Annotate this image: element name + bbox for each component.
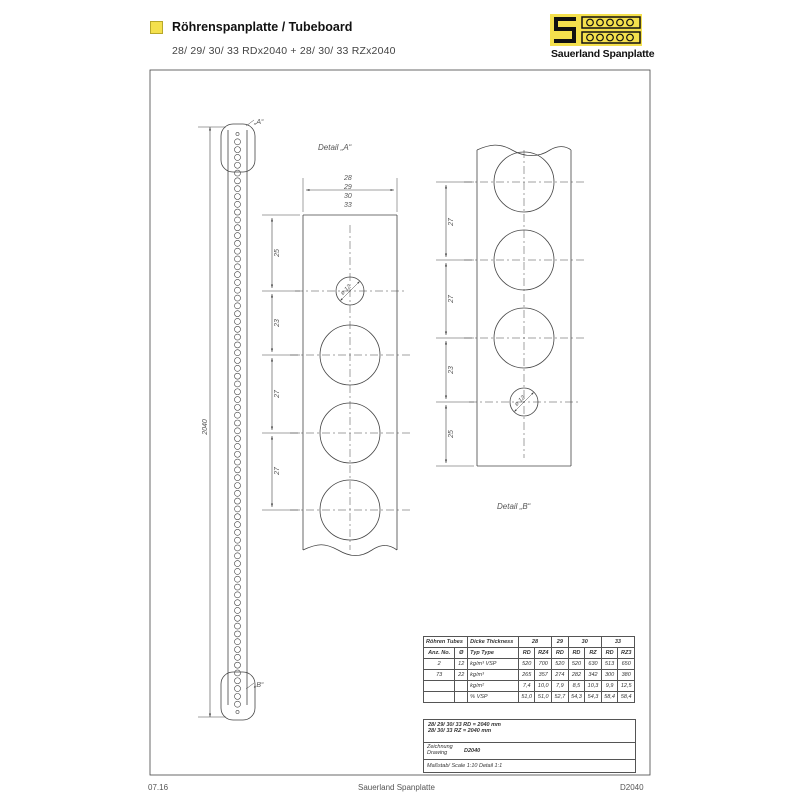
spec-value: 520 [552, 659, 569, 670]
spec-notes [423, 719, 636, 742]
spec-anz [424, 681, 455, 692]
spec-value: 54,3 [568, 692, 585, 703]
tube-hole [235, 670, 241, 676]
tube-hole [235, 693, 241, 699]
spec-row [424, 670, 635, 681]
spec-row [424, 681, 635, 692]
tube-hole [235, 334, 241, 340]
detail-b-title: Detail „B“ [497, 502, 531, 511]
spec-value: 630 [585, 659, 602, 670]
tube-hole [235, 553, 241, 559]
dim-b-27b: 27 [448, 295, 455, 303]
tube-hole [235, 701, 241, 707]
tube-hole [235, 498, 241, 504]
spec-value: 10,0 [535, 681, 552, 692]
spec-anz: 73 [424, 670, 455, 681]
spec-value: 357 [535, 670, 552, 681]
footer-date: 07.16 [148, 783, 169, 792]
spec-value: 7,4 [518, 681, 535, 692]
spec-dia: 22 [455, 670, 468, 681]
spec-value: 51,0 [518, 692, 535, 703]
tube-hole [235, 389, 241, 395]
tube-hole [235, 607, 241, 613]
thickness-30: 30 [344, 193, 352, 200]
type-cell: RD [552, 648, 569, 659]
spec-value: 10,3 [585, 681, 602, 692]
note-rd: 28/ 29/ 30/ 33 RD = 2040 mm [428, 722, 501, 728]
tube-hole [235, 342, 241, 348]
spec-dia [455, 681, 468, 692]
spec-value: 54,3 [585, 692, 602, 703]
dim-b-25: 25 [448, 430, 455, 438]
dim-a-27b: 27 [274, 467, 281, 475]
tube-hole [235, 420, 241, 426]
tube-hole [235, 459, 241, 465]
tube-hole [235, 443, 241, 449]
tube-hole [235, 217, 241, 223]
tube-hole [235, 350, 241, 356]
tube-hole [235, 584, 241, 590]
spec-value: 520 [568, 659, 585, 670]
tube-hole [235, 272, 241, 278]
tube-hole [235, 264, 241, 270]
scale-box [423, 759, 636, 773]
dim-b-23: 23 [448, 366, 455, 374]
tube-hole [235, 545, 241, 551]
tube-hole [235, 568, 241, 574]
spec-value: 9,9 [601, 681, 618, 692]
length-label: 2040 [202, 419, 209, 435]
tube-hole [235, 662, 241, 668]
detail-a-drawing [262, 178, 410, 556]
tube-hole [235, 561, 241, 567]
spec-unit: kg/m² [468, 681, 519, 692]
tube-hole [235, 295, 241, 301]
thickness-33: 33 [344, 202, 352, 209]
tube-hole [235, 654, 241, 660]
tube-hole [235, 303, 241, 309]
tube-hole [235, 490, 241, 496]
tube-hole [235, 186, 241, 192]
tube-hole [235, 193, 241, 199]
th-thickness: Dicke Thickness [468, 637, 519, 648]
tube-hole [235, 412, 241, 418]
tube-hole [235, 678, 241, 684]
tube-hole [235, 397, 241, 403]
dim-a-25: 25 [274, 249, 281, 257]
spec-value: 282 [568, 670, 585, 681]
spec-anz [424, 692, 455, 703]
page-title: Röhrenspanplatte / Tubeboard [172, 20, 353, 34]
spec-anz: 2 [424, 659, 455, 670]
tube-hole [235, 428, 241, 434]
tube-hole [235, 287, 241, 293]
type-cell: RD [568, 648, 585, 659]
tube-hole [235, 451, 241, 457]
spec-value: 520 [518, 659, 535, 670]
tube-hole [235, 147, 241, 153]
spec-dia [455, 692, 468, 703]
tube-hole [235, 631, 241, 637]
footer-code: D2040 [620, 783, 644, 792]
th-thk-28: 28 [518, 637, 551, 648]
small-tube-hole [236, 710, 239, 713]
type-cell: RZ3 [618, 648, 635, 659]
dim-a-27a: 27 [274, 390, 281, 398]
type-cell: RD [601, 648, 618, 659]
spec-value: 58,4 [601, 692, 618, 703]
tube-hole [235, 436, 241, 442]
detail-b-marker [221, 672, 255, 720]
note-rz: 28/ 30/ 33 RZ = 2040 mm [428, 728, 492, 734]
spec-value: 265 [518, 670, 535, 681]
detail-b-drawing [436, 145, 584, 466]
spec-value: 513 [601, 659, 618, 670]
spec-value: 300 [601, 670, 618, 681]
spec-unit: kg/m³ [468, 670, 519, 681]
tube-hole [235, 248, 241, 254]
spec-unit: % VSP [468, 692, 519, 703]
tube-hole [235, 326, 241, 332]
spec-value: 380 [618, 670, 635, 681]
tube-hole [235, 373, 241, 379]
type-cell: RD [518, 648, 535, 659]
page-subtitle: 28/ 29/ 30/ 33 RDx2040 + 28/ 30/ 33 RZx2040 [172, 45, 396, 57]
tube-hole [235, 154, 241, 160]
spec-value: 52,7 [552, 692, 569, 703]
dim-a-23: 23 [274, 319, 281, 327]
spec-value: 12,5 [618, 681, 635, 692]
tube-hole [235, 639, 241, 645]
tube-hole [235, 233, 241, 239]
tube-hole [235, 537, 241, 543]
tube-hole [235, 482, 241, 488]
tube-hole [235, 475, 241, 481]
th-thk-29: 29 [552, 637, 569, 648]
mark-b-label: „B“ [254, 682, 264, 689]
drawing-number-box [423, 742, 636, 759]
tube-hole [235, 365, 241, 371]
tube-hole [235, 506, 241, 512]
th-thk-30: 30 [568, 637, 601, 648]
tube-hole [235, 514, 241, 520]
tube-hole [235, 279, 241, 285]
tube-hole [235, 381, 241, 387]
tube-hole [235, 467, 241, 473]
tube-hole [235, 256, 241, 262]
tube-hole [235, 647, 241, 653]
spec-value: 7,9 [552, 681, 569, 692]
tube-hole [235, 522, 241, 528]
tube-hole [235, 576, 241, 582]
tube-hole [235, 404, 241, 410]
th-tubes: Röhren Tubes [424, 637, 468, 648]
scale-text: Maßstab/ Scale 1:10 Detail 1:1 [427, 763, 503, 769]
th-thk-33: 33 [601, 637, 634, 648]
spec-value: 650 [618, 659, 635, 670]
tube-hole [235, 529, 241, 535]
th-type: Typ Type [468, 648, 519, 659]
detail-a-title: Detail „A“ [318, 143, 352, 152]
spec-value: 342 [585, 670, 602, 681]
diameter-b: ø 12 [513, 394, 527, 408]
spec-value: 8,5 [568, 681, 585, 692]
th-dia: Ø [455, 648, 468, 659]
tube-hole [235, 600, 241, 606]
th-anz: Anz. No. [424, 648, 455, 659]
logo-text: Sauerland Spanplatte [551, 48, 655, 60]
detail-a-marker [221, 124, 255, 172]
tube-hole [235, 623, 241, 629]
mark-a-label: „A“ [254, 119, 264, 126]
tube-hole [235, 139, 241, 145]
tube-hole [235, 318, 241, 324]
thickness-28: 28 [344, 175, 352, 182]
type-cell: RZ [585, 648, 602, 659]
tube-hole [235, 170, 241, 176]
spec-value: 274 [552, 670, 569, 681]
tube-hole [235, 162, 241, 168]
spec-row [424, 692, 635, 703]
drawing-label: Zeichnung Drawing [427, 744, 453, 756]
small-tube-hole [236, 132, 239, 135]
spec-unit: kg/m³ VSP [468, 659, 519, 670]
tube-hole [235, 592, 241, 598]
spec-table [423, 636, 635, 703]
dim-b-27a: 27 [448, 218, 455, 226]
tube-hole [235, 178, 241, 184]
spec-row [424, 659, 635, 670]
tube-hole [235, 615, 241, 621]
thickness-29: 29 [344, 184, 352, 191]
spec-value: 51,0 [535, 692, 552, 703]
spec-value: 58,4 [618, 692, 635, 703]
footer-company: Sauerland Spanplatte [358, 783, 435, 792]
tube-hole [235, 225, 241, 231]
tube-hole [235, 358, 241, 364]
tube-hole [235, 240, 241, 246]
diameter-a: ø 12 [339, 283, 353, 297]
tube-hole [235, 686, 241, 692]
spec-value: 700 [535, 659, 552, 670]
type-cell: RZ4 [535, 648, 552, 659]
tube-hole [235, 209, 241, 215]
drawing-number: D2040 [464, 748, 481, 754]
spec-dia: 12 [455, 659, 468, 670]
tube-hole [235, 311, 241, 317]
tube-hole [235, 201, 241, 207]
